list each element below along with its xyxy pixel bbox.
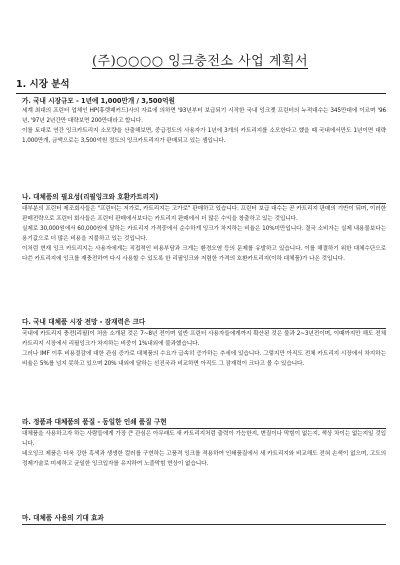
subsection-market-size <box>22 97 386 146</box>
subsection-heading: 라. 정품과 대체품의 품질 - 동일한 인쇄 품질 구현 <box>22 418 386 429</box>
document-title: (주)○○○○ 잉크충전소 사업 계획서 <box>91 54 309 69</box>
paragraph: 대부분의 프린터 제조회사들은 "프린터는 저가로, 카트리지는 고가로" 판매하고 있습니다. 프린터 보급 대수는 곧 카트리지 판매의 기반이 되며, 이러한 판매전략으로 프린터 회사들은 프린터 판매에서보다는 카트리지 판매에서 더 많은 수익을 창출하고 있는 것입니다. <box>22 206 386 222</box>
subsection-market-outlook <box>22 318 386 369</box>
paragraph: 이처럼 현재 잉크 카트리지는 사용자에게는 직접적인 비용부담과 크게는 환경오염 등의 문제를 유발하고 있습니다. 이를 해결하기 위한 대체수단으로 다쓴 카트리지에 잉크를 재충전하여 다시 사용할 수 있도록 한 리필잉크와 저렴한 가격의 호환카트리지(이하 대체품)가 나온 것입니다. <box>22 246 386 262</box>
paragraph: 그러나 IMF 이후 비용절감에 대한 관심 증가로 대체품의 수요가 급속히 증가하는 추세에 있습니다. 그렇지만 아직도 전체 카트리지 시장에서 차지하는 비율은 5%를 넘지 못하고 있으며 20% 내외에 달하는 선진국과 비교하면 아직도 그 잠재력이 크다고 볼 수 있습니다. <box>22 351 386 367</box>
subsection-heading: 마. 대체품 사용의 기대 효과 <box>22 514 386 525</box>
paragraph: 이를 토대로 연간 잉크카트리지 소모량을 산출해보면, 중급정도의 사용자가 1년에 3개의 카트리지를 소모한다고 했을 때 국내에서만도 1년이면 대략 1,000만개, 금액으로는 3,500억원 정도의 잉크카트리지가 판매되고 있는 셈입니다. <box>22 128 386 144</box>
subsection-substitute-need <box>22 193 386 264</box>
subsection-quality <box>22 418 386 469</box>
paragraph: 대체품을 사용하고자 하는 사람들에게 가장 큰 관심은 아무래도 새 카트리지처럼 출력이 가능한지, 변질이나 막힘이 없는지, 색상 차이는 없는지일 것입니다. <box>22 431 386 447</box>
paragraph: 실제로 30,000원에서 60,000원에 달하는 카트리지 가격중에서 순수하게 잉크가 차지하는 비율은 10%미만입니다. 결국 소비자는 실제 내용물보다는 용기값으로 더 많은 비용을 지불하고 있는 것입니다. <box>22 226 386 242</box>
paragraph: 국내에 카트리지 충전(리필)이 처음 소개된 것은 7~8년 전이며 일반 프린터 사용자들에게까지 확산된 것은 불과 2~3년전이며, 이때까지만 해도 전체 카트리지 시장에서 리필잉크가 차지하는 비중이 1%내외에 불과했습니다. <box>22 331 386 347</box>
subsection-heading: 가. 국내 시장규모 - 1년에 1,000만개 / 3,500억원 <box>22 97 175 105</box>
section-heading: 1. 시장 분석 <box>16 76 386 94</box>
paragraph: 네오잉크 제품은 더욱 강한 흑색과 생생한 컬러를 구현하는 고품격 잉크를 적용하여 인쇄품질에서 새 카트리지와 비교해도 전혀 손색이 없으며, 고도의 정제기술로 미세하고 균일한 잉크입자를 유지하여 노즐막힘 현상이 없습니다. <box>22 451 386 467</box>
subsection-heading: 다. 국내 대체품 시장 전망 - 잠재력은 크다 <box>22 318 386 329</box>
paragraph: 세계 최대의 프린터 업체인 HP(휴렛패커드)사의 자료에 의하면 '93년부터 보급되기 시작한 국내 잉크젯 프린터의 누적대수는 345만대에 이르며 '96년, '97년 2년간만 대략보면 200만대라고 합니다. <box>22 108 386 124</box>
subsection-expected-effects <box>22 514 386 525</box>
subsection-heading: 나. 대체품의 필요성(리필잉크와 호환카트리지) <box>22 193 386 204</box>
